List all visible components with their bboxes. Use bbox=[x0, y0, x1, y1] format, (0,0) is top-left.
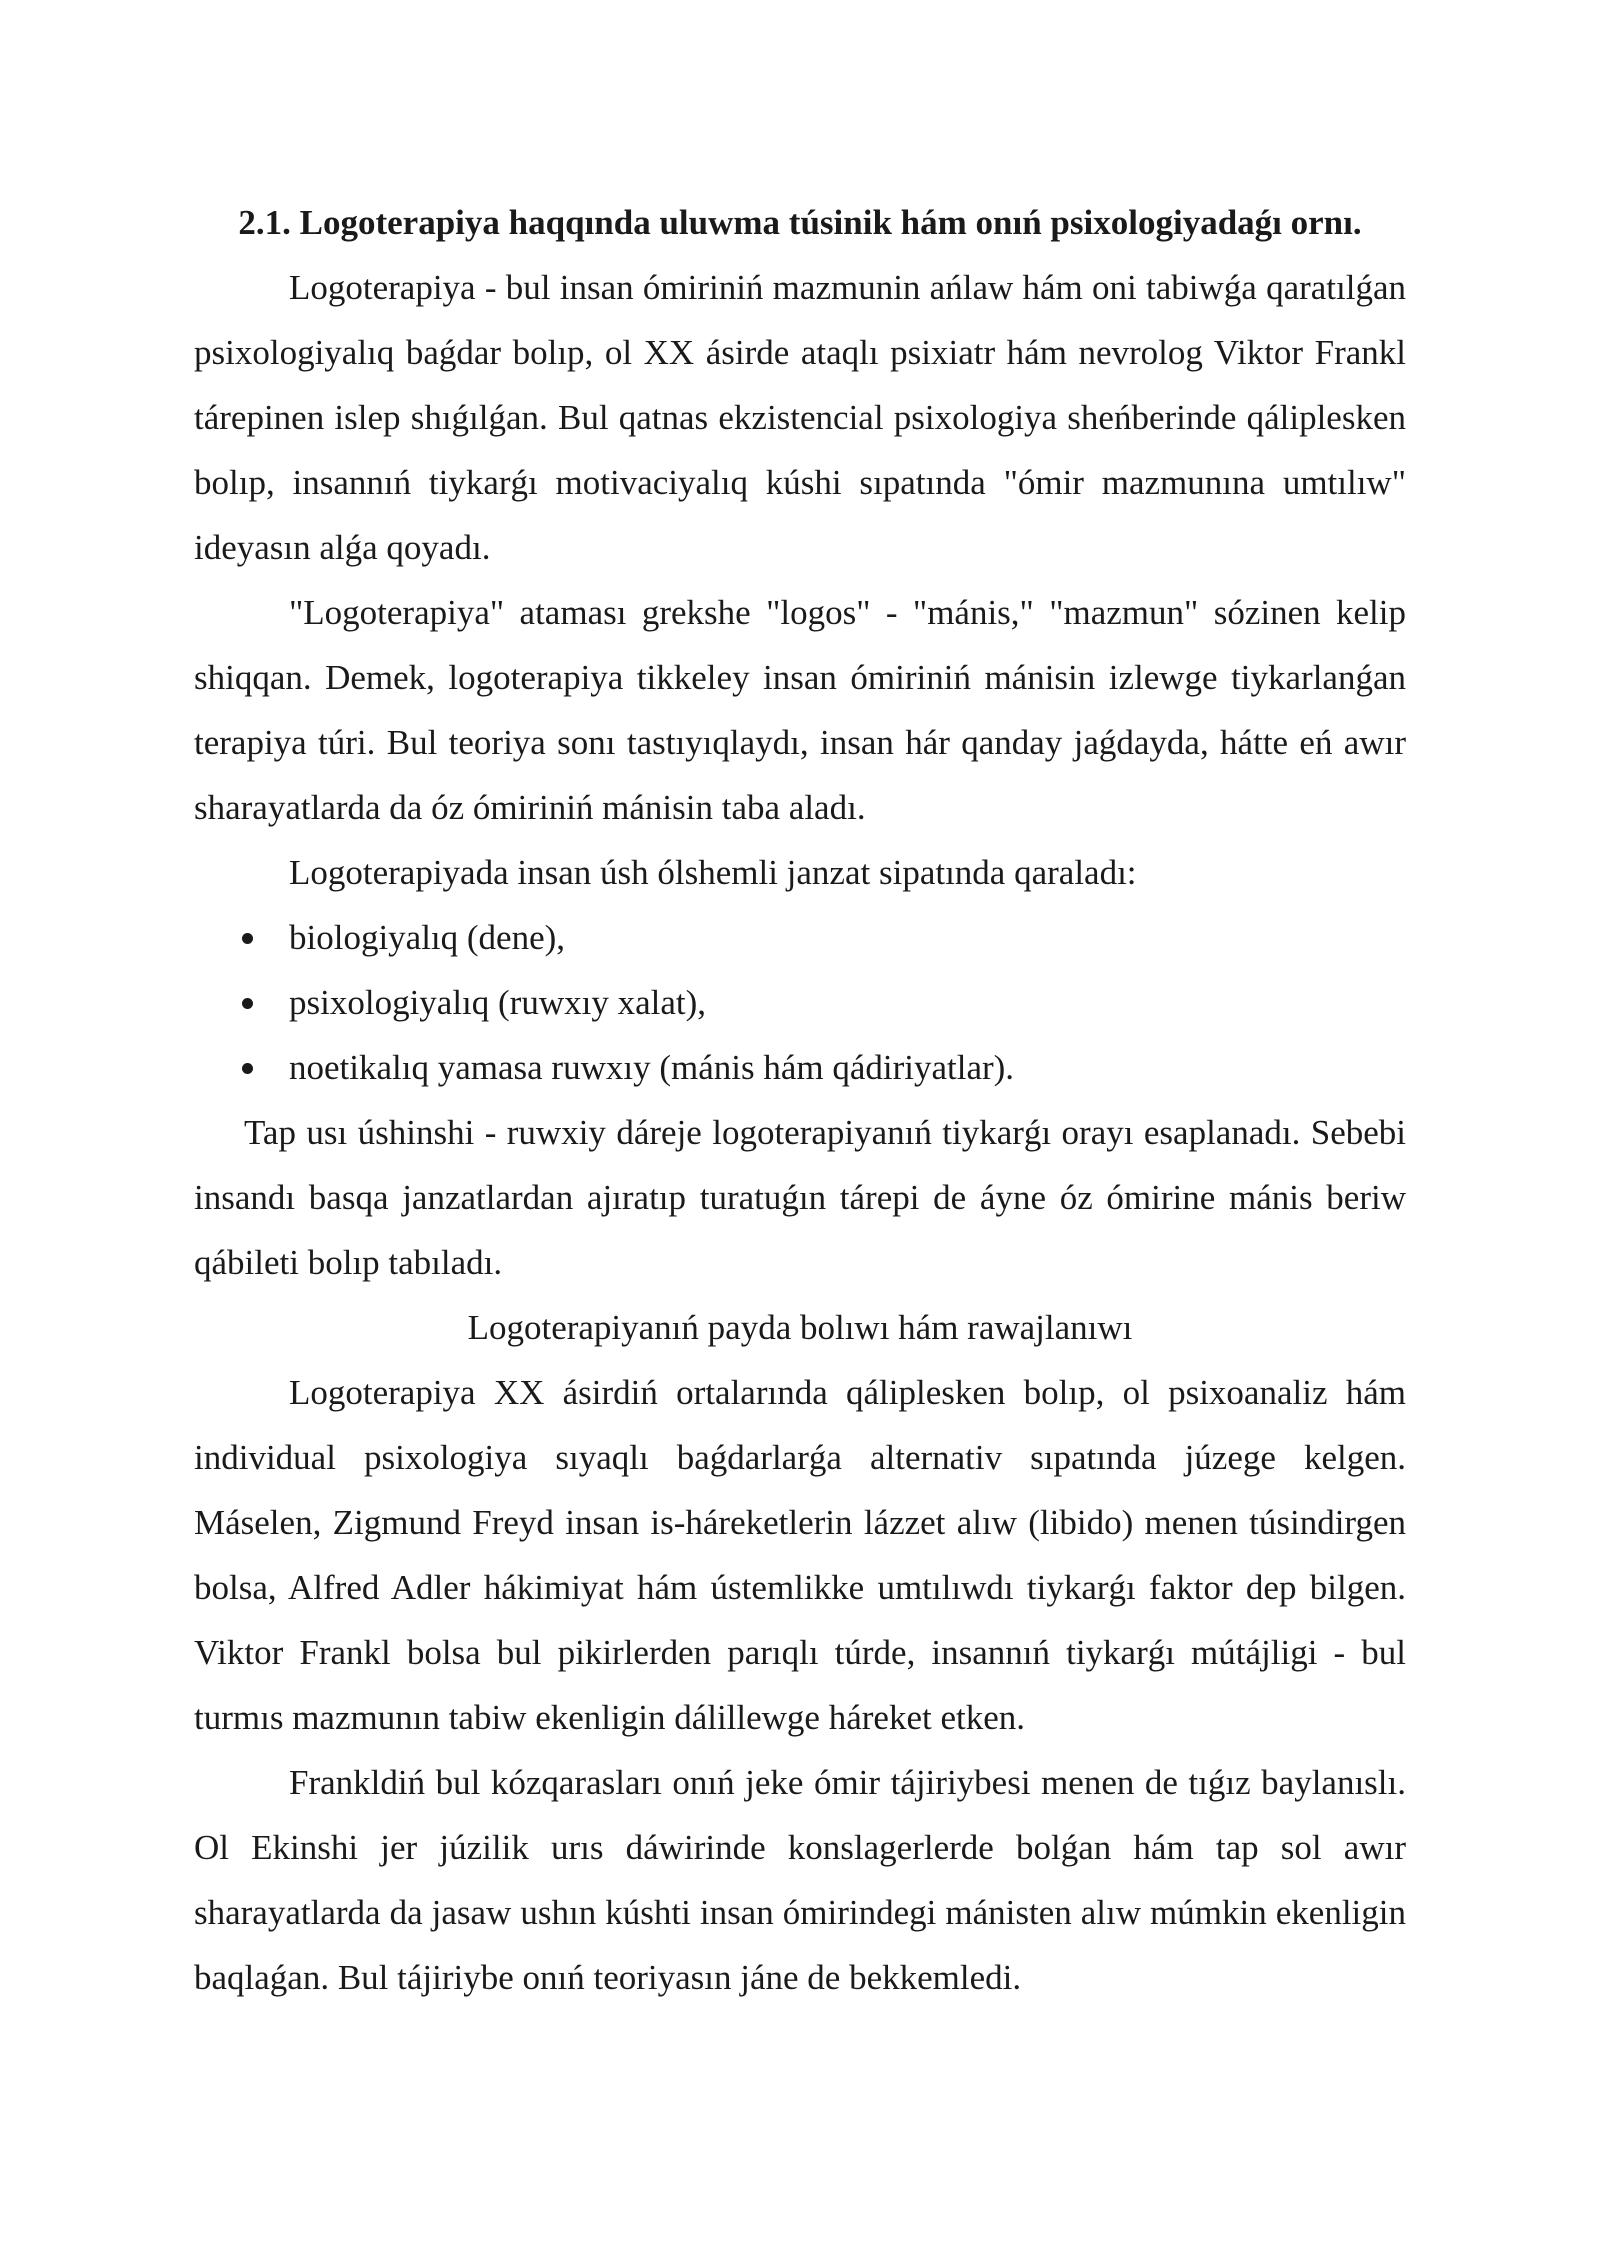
paragraph-dimensions-intro: Logoterapiyada insan úsh ólshemli janzat sipatında qaraladı: bbox=[289, 853, 1137, 892]
bullet-icon bbox=[242, 933, 253, 944]
dimensions-list bbox=[194, 905, 1406, 1100]
list-item bbox=[194, 905, 1406, 970]
subsection-heading: Logoterapiyanıń payda bolıwı hám rawajlanıwı bbox=[467, 1308, 1133, 1347]
bullet-icon bbox=[242, 1063, 253, 1074]
list-item-text: psixologiyalıq (ruwxıy xalat), bbox=[289, 983, 707, 1022]
bullet-icon bbox=[242, 998, 253, 1009]
paragraph-frankl-experience: Frankldiń bul kózqarasları onıń jeke ómir tájiriybesi menen de tıǵız baylanıslı. Ol Ekinshi jer júzilik urıs dáwirinde konslagerlerde bolǵan hám tap sol awır sharayatlarda da jasaw ushın kúshti insan ómirindegi mánisten alıw múmkin ekenligin baqlaǵan. Bul tájiriybe onıń teoriyasın jáne de bekkemledi. bbox=[194, 1763, 1406, 1997]
paragraph-spiritual-level: Tap usı úshinshi - ruwxiy dáreje logoterapiyanıń tiykarǵı orayı esaplanadı. Sebebi insandı basqa janzatlardan ajıratıp turatuǵın tárepi de áyne óz ómirine mánis beriw qábileti bolıp tabıladı. bbox=[194, 1113, 1406, 1282]
list-item bbox=[194, 1035, 1406, 1100]
paragraph-origin: Logoterapiya XX ásirdiń ortalarında qáliplesken bolıp, ol psixoanaliz hám individual psixologiya sıyaqlı baǵdarlarǵa alternativ sıpatında júzege kelgen. Máselen, Zigmund Freyd insan is-háreketlerin lázzet alıw (libido) menen túsindirgen bolsa, Alfred Adler hákimiyat hám ústemlikke umtılıwdı tiykarǵı faktor dep bilgen. Viktor Frankl bolsa bul pikirlerden parıqlı túrde, insannıń tiykarǵı mútájligi - bul turmıs mazmunın tabiw ekenligin dálillewge háreket etken. bbox=[194, 1373, 1406, 1737]
paragraph-etymology: "Logoterapiya" ataması grekshe "logos" - "mánis," "mazmun" sózinen kelip shiqqan. Demek, logoterapiya tikkeley insan ómiriniń mánisin izlewge tiykarlanǵan terapiya túri. Bul teoriya sonı tastıyıqlaydı, insan hár qanday jaǵdayda, hátte eń awır sharayatlarda da óz ómiriniń mánisin taba aladı. bbox=[194, 593, 1406, 827]
list-item bbox=[194, 970, 1406, 1035]
list-item-text: biologiyalıq (dene), bbox=[289, 918, 566, 957]
section-heading: 2.1. Logoterapiya haqqında uluwma túsinik hám onıń psixologiyadaǵı ornı. bbox=[238, 203, 1362, 242]
paragraph-definition: Logoterapiya - bul insan ómiriniń mazmunin ańlaw hám oni tabiwǵa qaratılǵan psixologiyalıq baǵdar bolıp, ol XX ásirde ataqlı psixiatr hám nevrolog Viktor Frankl tárepinen islep shıǵılǵan. Bul qatnas ekzistencial psixologiya sheńberinde qáliplesken bolıp, insannıń tiykarǵı motivaciyalıq kúshi sıpatında "ómir mazmunına umtılıw" ideyasın alǵa qoyadı. bbox=[194, 268, 1406, 567]
list-item-text: noetikalıq yamasa ruwxıy (mánis hám qádiriyatlar). bbox=[289, 1048, 1015, 1087]
